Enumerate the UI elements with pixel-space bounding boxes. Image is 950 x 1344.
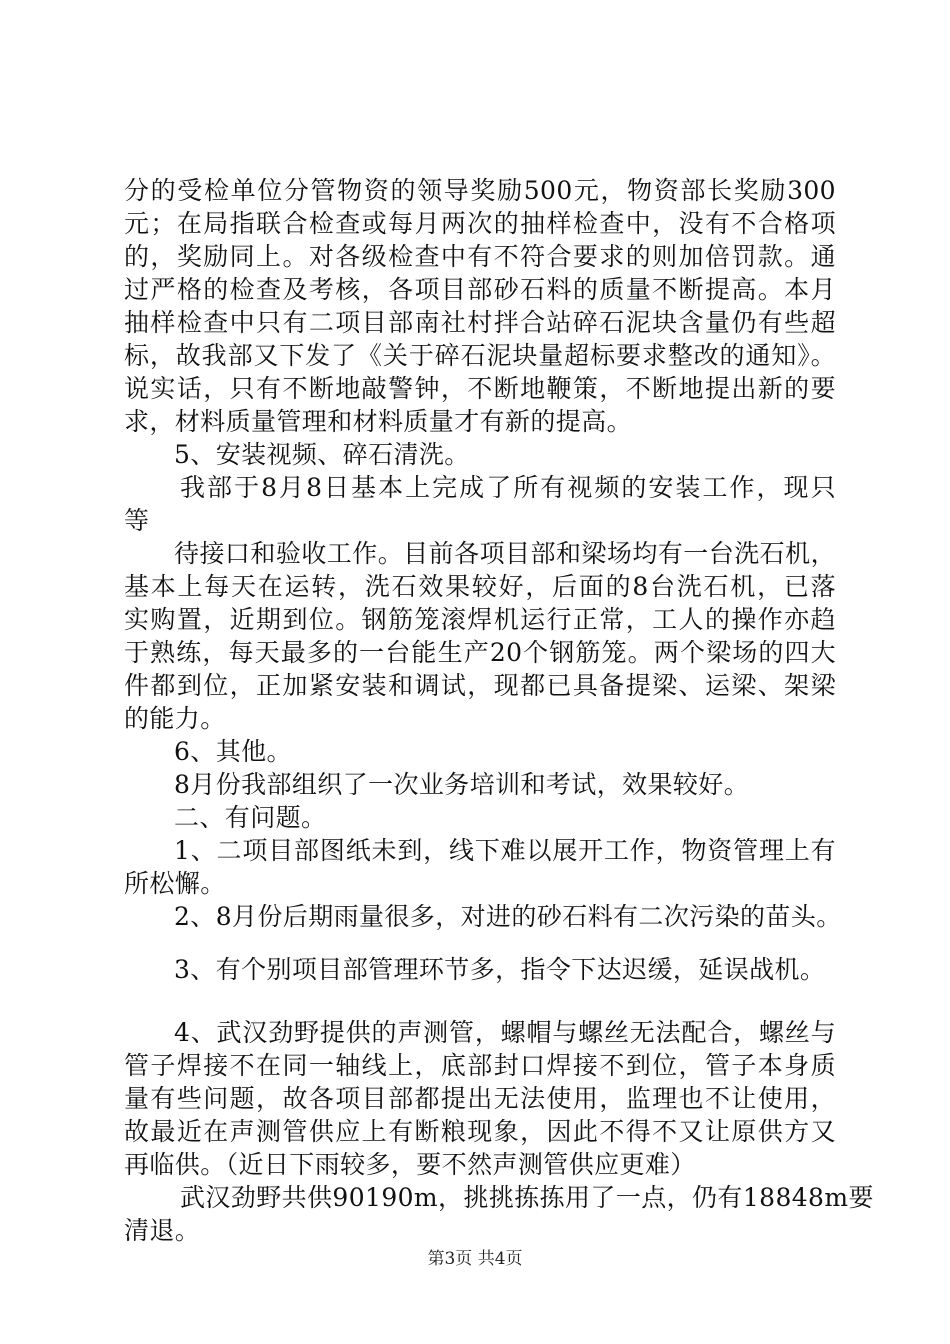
text-line: 元；在局指联合检查或每月两次的抽样检查中，没有不合格项: [124, 209, 836, 238]
text-line: 标，故我部又下发了《关于碎石泥块量超标要求整改的通知》。: [124, 341, 836, 370]
text-line: 实购置，近期到位。钢筋笼滚焊机运行正常，工人的操作亦趋: [124, 605, 836, 634]
text-line: 我部于8月8日基本上完成了所有视频的安装工作，现只: [180, 473, 836, 502]
text-line: 3、有个别项目部管理环节多，指令下达迟缓，延误战机。: [174, 955, 826, 984]
text-line: 等: [124, 506, 150, 535]
text-line: 分的受检单位分管物资的领导奖励500元，物资部长奖励300: [124, 176, 836, 205]
paragraph-gap: [124, 986, 836, 1016]
text-line: 1、二项目部图纸未到，线下难以展开工作，物资管理上有: [174, 836, 836, 865]
text-line: 故最近在声测管供应上有断粮现象，因此不得不又让原供方又: [124, 1117, 836, 1146]
page-number-label: 第3页 共4页: [427, 1249, 523, 1269]
text-line: 管子焊接不在同一轴线上，底部封口焊接不到位，管子本身质: [124, 1051, 836, 1080]
text-line: 件都到位，正加紧安装和调试，现都已具备提梁、运梁、架梁: [124, 671, 836, 700]
text-line: 武汉劲野共供90190m，挑挑拣拣用了一点，仍有18848m要: [180, 1183, 874, 1212]
section-heading: 二、有问题。: [174, 803, 327, 832]
text-line: 说实话，只有不断地敲警钟，不断地鞭策，不断地提出新的要: [124, 374, 836, 403]
text-line: 求，材料质量管理和材料质量才有新的提高。: [124, 407, 633, 436]
document-body: [124, 174, 874, 1247]
text-line: 的能力。: [124, 704, 226, 733]
text-line: 8月份我部组织了一次业务培训和考试，效果较好。: [174, 770, 750, 799]
section-heading: 6、其他。: [174, 737, 292, 766]
text-line: 清退。: [124, 1216, 201, 1245]
text-line: 过严格的检查及考核，各项目部砂石料的质量不断提高。本月: [124, 275, 836, 304]
text-line: 待接口和验收工作。目前各项目部和梁场均有一台洗石机，: [174, 539, 836, 568]
text-line: 量有些问题，故各项目部都提出无法使用，监理也不让使用，: [124, 1084, 836, 1113]
text-line: 再临供。（近日下雨较多，要不然声测管供应更难）: [124, 1150, 696, 1179]
text-line: 所松懈。: [124, 869, 226, 898]
text-line: 于熟练，每天最多的一台能生产20个钢筋笼。两个梁场的四大: [124, 638, 836, 667]
page-footer: [0, 1248, 950, 1270]
paragraph-gap: [124, 933, 836, 953]
section-heading: 5、安装视频、碎石清洗。: [174, 440, 470, 469]
text-line: 抽样检查中只有二项目部南社村拌合站碎石泥块含量仍有些超: [124, 308, 836, 337]
text-line: 4、武汉劲野提供的声测管，螺帽与螺丝无法配合，螺丝与: [174, 1018, 836, 1047]
text-line: 基本上每天在运转，洗石效果较好，后面的8台洗石机，已落: [124, 572, 836, 601]
text-line: 2、8月份后期雨量很多，对进的砂石料有二次污染的苗头。: [174, 902, 842, 931]
text-line: 的，奖励同上。对各级检查中有不符合要求的则加倍罚款。通: [124, 242, 836, 271]
